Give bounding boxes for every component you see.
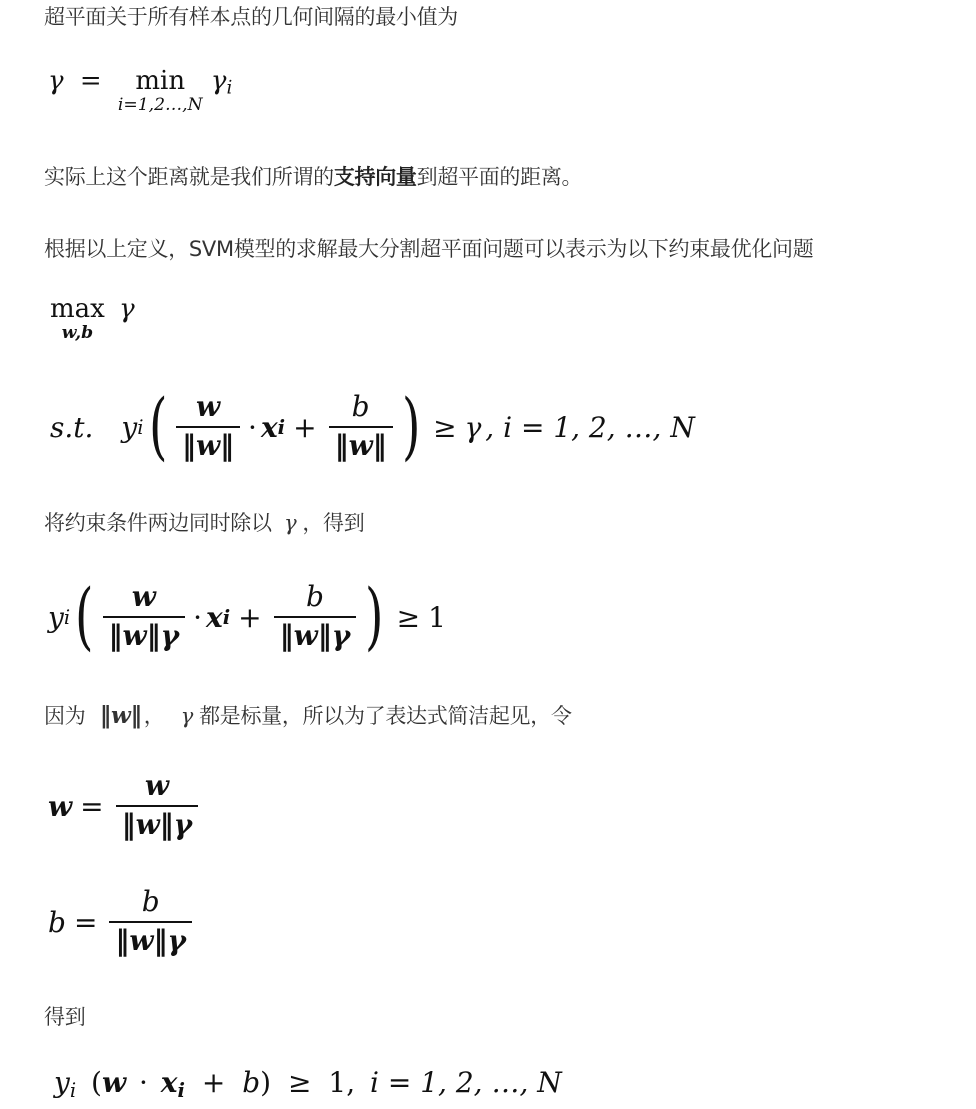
eq3-frac2-den: ‖w‖ — [329, 426, 393, 462]
eq4-frac2-num: b — [305, 580, 324, 614]
eq6-den: ‖w‖γ — [109, 921, 192, 957]
eq3-frac1-num: w — [195, 390, 221, 424]
eq1-limit: i=1,2…,N — [117, 95, 203, 115]
eq6-fraction — [109, 887, 192, 957]
eq4-y-sub: i — [63, 605, 71, 629]
p5-norm-w: ‖w‖ — [99, 702, 142, 729]
eq3-right-paren: ) — [401, 383, 421, 469]
eq2-max-operator — [50, 294, 105, 343]
eq3-geq: ≥ — [433, 410, 457, 444]
eq7-plus: + — [201, 1066, 226, 1099]
eq4-fraction-w — [103, 582, 186, 652]
eq1-equals: = — [79, 66, 102, 96]
eq6-equals: = — [73, 905, 98, 939]
eq7-geq: ≥ — [288, 1066, 312, 1099]
eq3-fraction-b — [329, 392, 393, 462]
eq4-left-paren: ( — [75, 573, 94, 659]
eq6-lhs: b — [48, 905, 66, 939]
eq5-equals: = — [80, 789, 104, 823]
eq4-y: y — [48, 600, 64, 634]
eq4-frac2-den: ‖w‖γ — [274, 616, 357, 652]
paragraph-optimization-intro: 根据以上定义，SVM模型的求解最大分割超平面问题可以表示为以下约束最优化问题 — [44, 237, 814, 261]
eq7-w: w — [101, 1066, 127, 1099]
eq1-rhs-sub: i — [226, 77, 233, 99]
equation-final-constraint — [54, 1066, 562, 1102]
p2-bold-term: 支持向量 — [333, 165, 417, 189]
p4-text-before: 将约束条件两边同时除以 — [44, 511, 272, 535]
eq3-frac1-den: ‖w‖ — [176, 426, 240, 462]
eq2-body: γ — [119, 294, 135, 324]
eq3-gamma: γ — [464, 410, 482, 444]
paragraph-scalar-substitution — [44, 701, 572, 731]
paragraph-support-vectors — [44, 162, 582, 192]
p5-text-after: 都是标量，所以为了表达式简洁起见，令 — [199, 704, 572, 728]
equation-min-gamma — [48, 66, 232, 115]
eq3-x-sub: i — [277, 415, 286, 439]
p5-gamma: γ — [180, 704, 194, 728]
p4-text-after: ，得到 — [302, 511, 365, 535]
eq4-x-sub: i — [222, 605, 231, 629]
eq5-lhs: w — [48, 789, 73, 823]
eq5-fraction — [116, 771, 199, 841]
eq1-min-operator — [118, 66, 203, 115]
p5-text-before: 因为 — [44, 704, 86, 728]
paragraph-min-margin: 超平面关于所有样本点的几何间隔的最小值为 — [44, 5, 458, 29]
eq7-rhs: 1, — [328, 1066, 356, 1099]
eq3-index-range: , i = 1, 2, …, N — [485, 410, 695, 444]
eq3-x: x — [260, 410, 278, 444]
eq7-left-paren: ( — [91, 1066, 102, 1099]
eq7-index-range: i = 1, 2, …, N — [370, 1066, 562, 1099]
p4-gamma: γ — [284, 511, 297, 535]
eq2-max-label: max — [50, 294, 105, 324]
eq7-dot: · — [138, 1066, 148, 1099]
eq4-plus: + — [238, 600, 262, 634]
eq7-y-sub: i — [69, 1078, 77, 1102]
eq7-x-sub: i — [177, 1078, 185, 1102]
eq4-dot: · — [193, 600, 203, 634]
eq2-limit: w,b — [61, 323, 94, 343]
eq4-frac1-den: ‖w‖γ — [103, 616, 186, 652]
eq1-rhs: γ — [210, 66, 227, 96]
eq3-plus: + — [293, 410, 317, 444]
eq3-st: s.t. — [50, 410, 94, 444]
eq4-x: x — [206, 600, 223, 634]
paragraph-result: 得到 — [44, 1005, 86, 1029]
equation-normalized-constraint — [48, 572, 446, 662]
equation-define-b — [48, 880, 196, 964]
eq7-right-paren: ) — [260, 1066, 272, 1099]
eq3-y-sub: i — [137, 415, 144, 439]
eq7-b: b — [242, 1066, 261, 1099]
equation-constraint — [50, 382, 695, 472]
eq6-num: b — [141, 885, 160, 919]
eq3-frac2-num: b — [351, 390, 370, 424]
eq1-min-label: min — [135, 66, 186, 96]
eq4-frac1-num: w — [131, 580, 156, 614]
eq4-right-paren: ) — [365, 573, 384, 659]
p5-separator: ， — [143, 704, 165, 728]
p2-text-after: 到超平面的距离。 — [416, 165, 583, 189]
eq1-lhs: γ — [48, 66, 64, 96]
equation-define-w — [48, 764, 202, 848]
p2-text-before: 实际上这个距离就是我们所谓的 — [44, 165, 334, 189]
equation-max-gamma — [50, 294, 135, 343]
eq5-num: w — [144, 769, 169, 803]
eq7-x: x — [160, 1066, 178, 1099]
eq4-rhs: 1 — [428, 600, 446, 634]
eq3-dot: · — [248, 410, 257, 444]
paragraph-divide-gamma — [44, 508, 364, 538]
eq7-y: y — [54, 1066, 70, 1099]
eq3-fraction-w — [176, 392, 240, 462]
eq4-geq: ≥ — [396, 600, 421, 634]
eq5-den: ‖w‖γ — [116, 805, 199, 841]
eq4-fraction-b — [274, 582, 357, 652]
eq3-left-paren: ( — [148, 383, 167, 469]
eq3-y: y — [121, 410, 138, 444]
